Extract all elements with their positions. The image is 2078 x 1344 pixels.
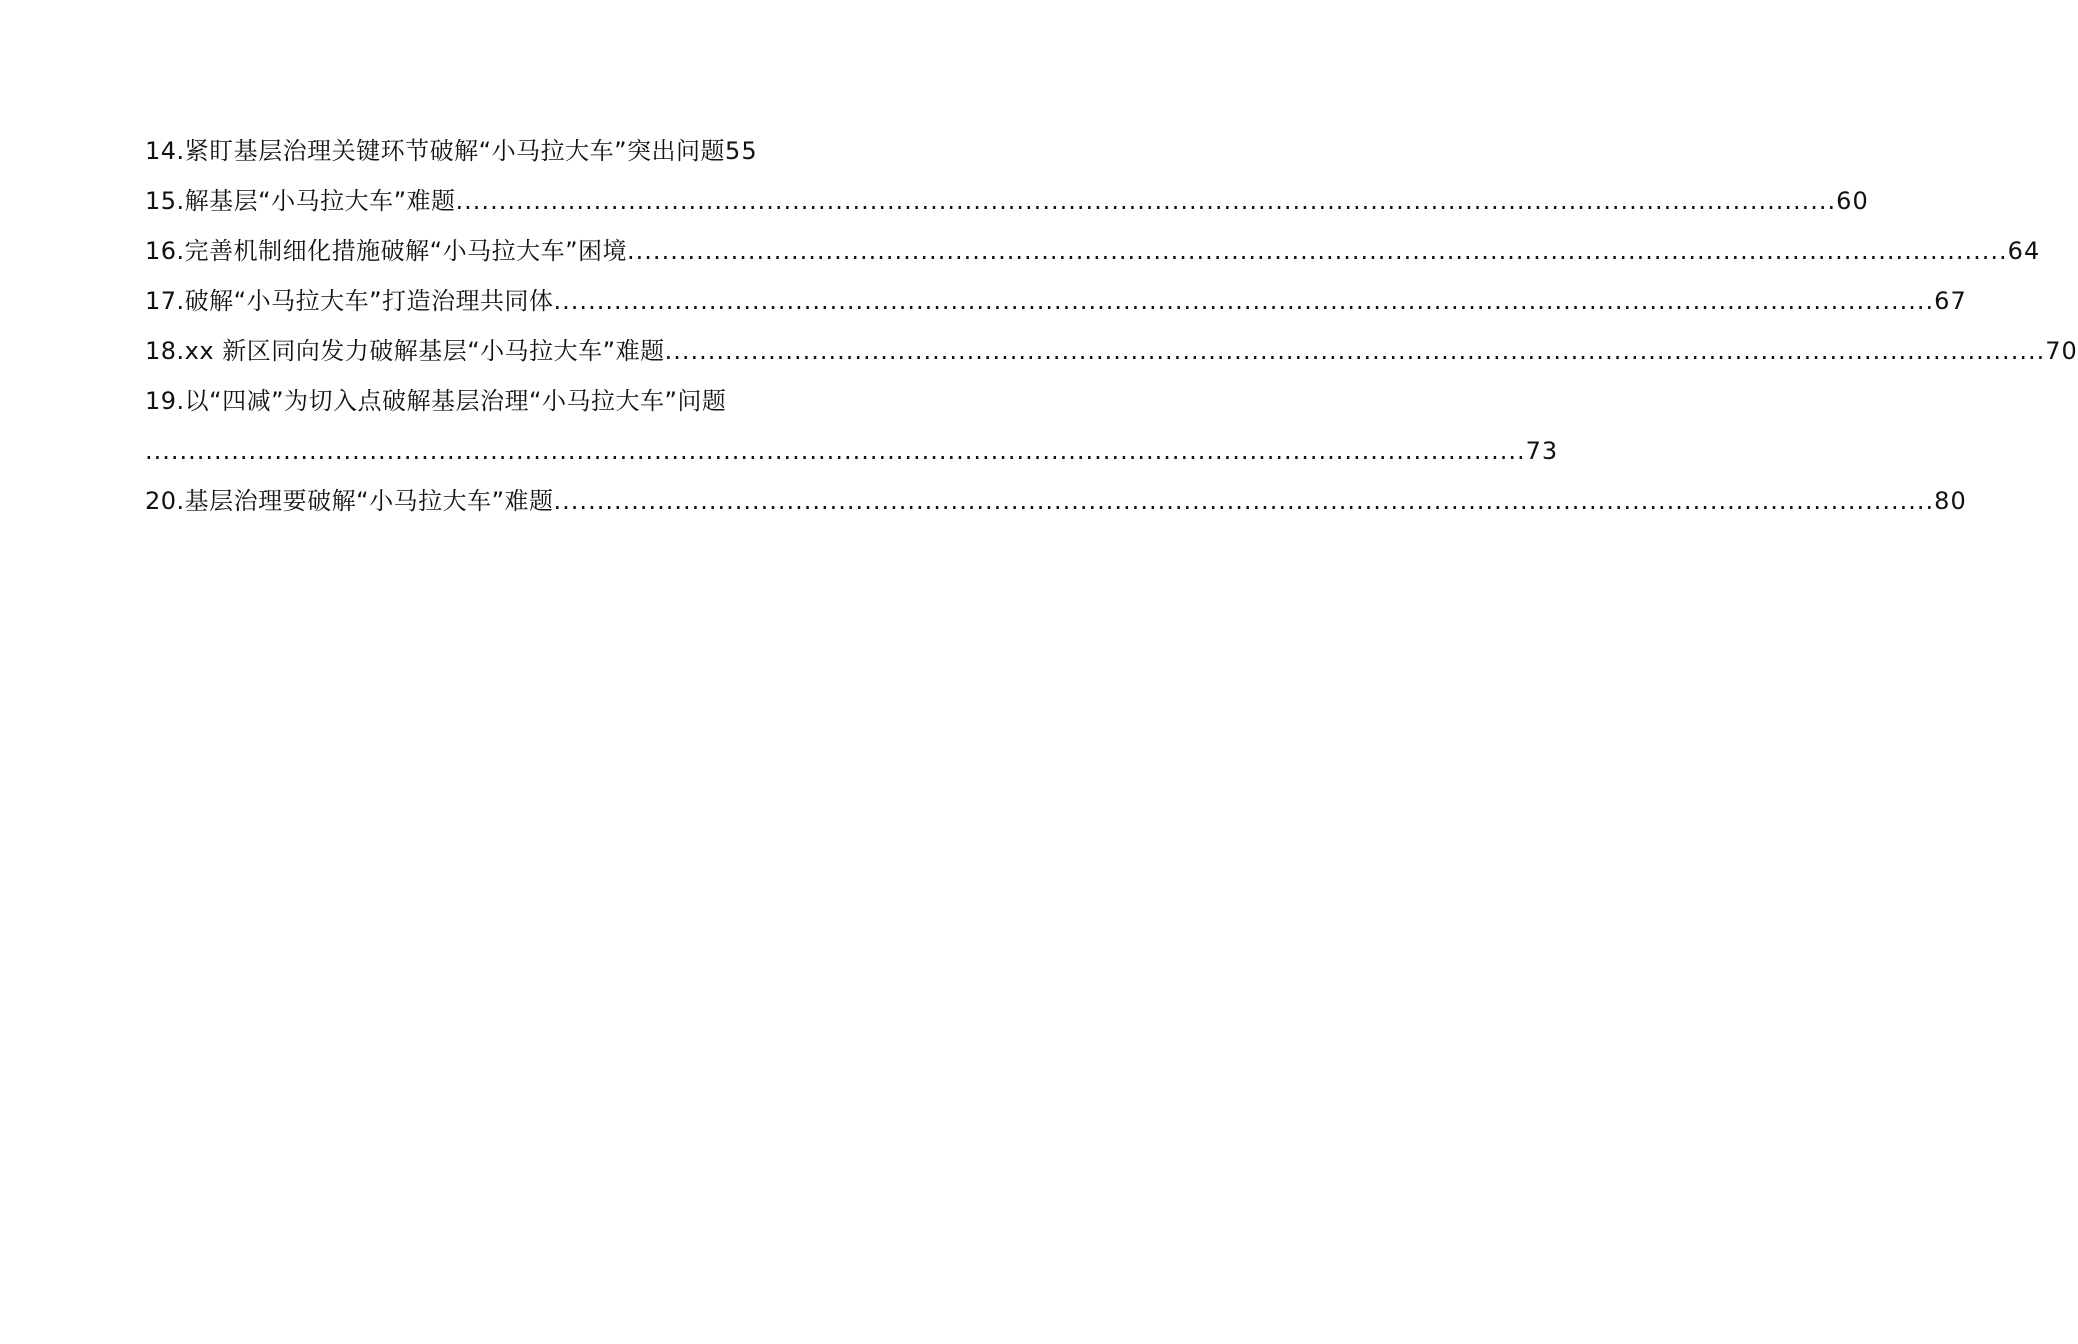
toc-entry-17[interactable] xyxy=(145,276,1967,326)
toc-entry-14[interactable] xyxy=(145,126,805,176)
toc-entry-title: 19.以“四减”为切入点破解基层治理“小马拉大车”问题 xyxy=(145,387,727,415)
toc-entry-19[interactable] xyxy=(145,376,805,426)
toc-entry-title: 15.解基层“小马拉大车”难题 xyxy=(145,187,456,215)
toc-entry-page: 64 xyxy=(2007,237,2041,265)
toc-entry-title: 14.紧盯基层治理关键环节破解“小马拉大车”突出问题 xyxy=(145,137,726,165)
toc-leader-dots xyxy=(456,176,1837,226)
toc-entry-19-continuation[interactable] xyxy=(145,426,1559,476)
toc-entry-page: 60 xyxy=(1836,187,1869,215)
toc-entry-page: 80 xyxy=(1934,487,1967,515)
toc-entry-16[interactable] xyxy=(145,226,2041,276)
toc-entry-title: 20.基层治理要破解“小马拉大车”难题 xyxy=(145,487,554,515)
toc-entry-title: 16.完善机制细化措施破解“小马拉大车”困境 xyxy=(145,237,628,265)
toc-leader-dots xyxy=(554,276,1935,326)
table-of-contents xyxy=(145,126,2078,526)
toc-entry-page: 70 xyxy=(2045,337,2078,365)
toc-entry-20[interactable] xyxy=(145,476,1967,526)
toc-leader-dots xyxy=(554,476,1935,526)
toc-entry-page: 67 xyxy=(1934,287,1967,315)
toc-entry-title: 18.xx 新区同向发力破解基层“小马拉大车”难题 xyxy=(145,337,665,365)
toc-leader-dots xyxy=(665,326,2046,376)
toc-entry-page: 55 xyxy=(725,137,758,165)
toc-leader-dots xyxy=(145,426,1526,476)
toc-leader-dots xyxy=(627,226,2008,276)
toc-entry-page: 73 xyxy=(1525,437,1559,465)
toc-entry-18[interactable] xyxy=(145,326,2078,376)
toc-entry-15[interactable] xyxy=(145,176,1869,226)
toc-entry-title: 17.破解“小马拉大车”打造治理共同体 xyxy=(145,287,554,315)
